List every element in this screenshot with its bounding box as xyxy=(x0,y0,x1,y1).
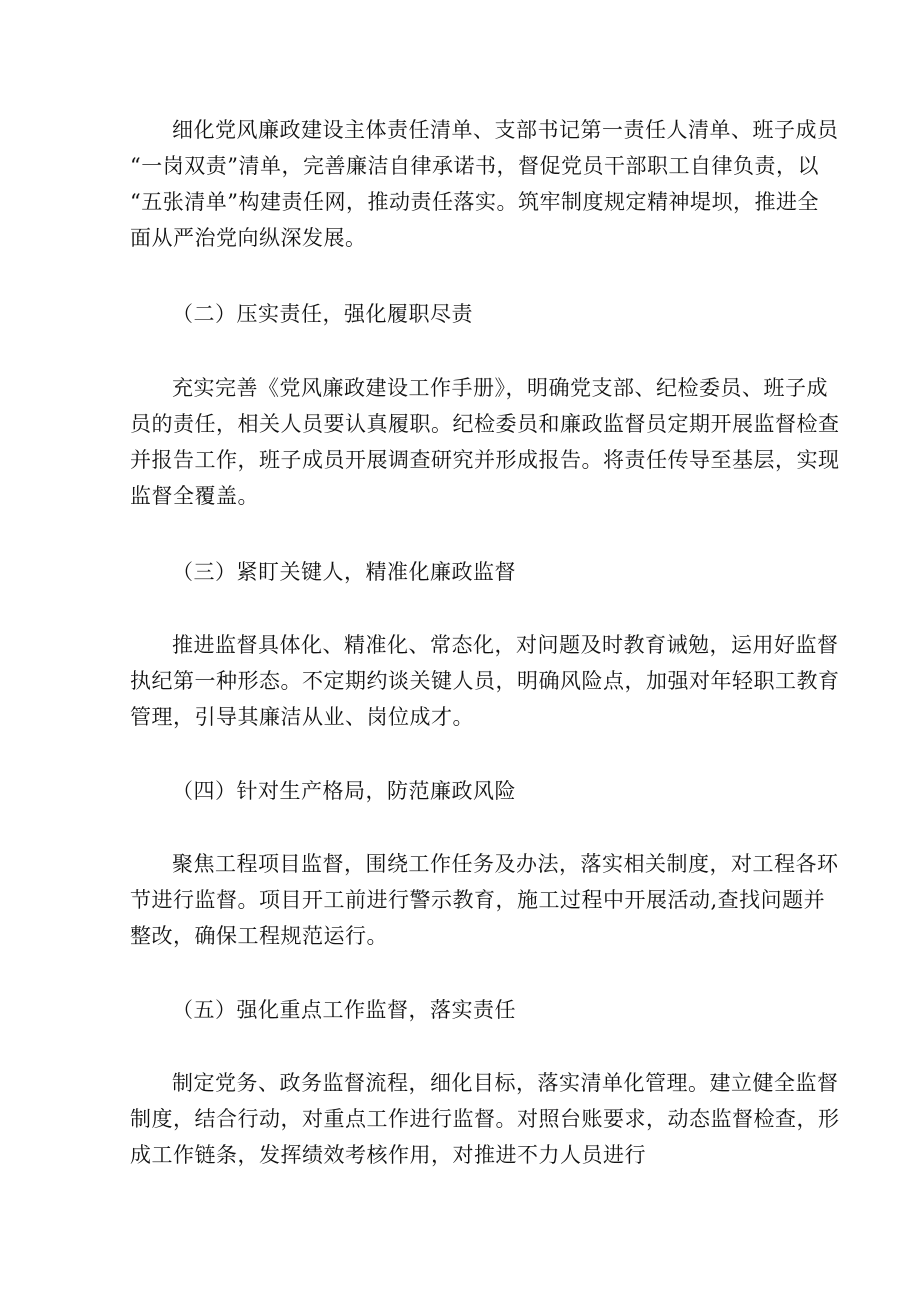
section-heading-5: （五）强化重点工作监督，落实责任 xyxy=(172,998,516,1022)
paragraph-line: 推进监督具体化、精准化、常态化，对问题及时教育诫勉，运用好监督 xyxy=(172,633,839,657)
paragraph-line: 员的责任，相关人员要认真履职。纪检委员和廉政监督员定期开展监督检查 xyxy=(130,412,840,436)
paragraph-line: “一岗双责”清单，完善廉洁自律承诺书，督促党员干部职工自律负责，以 xyxy=(130,154,819,178)
section-heading-3: （三）紧盯关键人，精准化廉政监督 xyxy=(172,560,516,584)
paragraph-line: 节进行监督。项目开工前进行警示教育，施工过程中开展活动,查找问题并 xyxy=(130,888,826,912)
paragraph-line: 聚焦工程项目监督，围绕工作任务及办法，落实相关制度，对工程各环 xyxy=(172,852,839,876)
paragraph-line: 成工作链条，发挥绩效考核作用，对推进不力人员进行 xyxy=(130,1143,646,1167)
paragraph-line: 细化党风廉政建设主体责任清单、支部书记第一责任人清单、班子成员 xyxy=(172,118,839,142)
paragraph-line: 充实完善《党风廉政建设工作手册》，明确党支部、纪检委员、班子成 xyxy=(172,376,828,400)
section-heading-2: （二）压实责任，强化履职尽责 xyxy=(172,302,473,326)
paragraph-line: 制定党务、政务监督流程，细化目标，落实清单化管理。建立健全监督 xyxy=(172,1071,839,1095)
paragraph-line: 并报告工作，班子成员开展调查研究并形成报告。将责任传导至基层，实现 xyxy=(130,448,840,472)
paragraph-key-work-supervision xyxy=(130,1065,840,1173)
paragraph-line: “五张清单”构建责任网，推动责任落实。筑牢制度规定精神堤坝，推进全 xyxy=(130,190,819,214)
paragraph-duty-fulfillment xyxy=(130,370,840,514)
paragraph-line: 监督全覆盖。 xyxy=(130,484,259,508)
paragraph-line: 执纪第一种形态。不定期约谈关键人员，明确风险点，加强对年轻职工教育 xyxy=(130,669,840,693)
paragraph-key-personnel xyxy=(130,627,840,735)
section-heading-4: （四）针对生产格局，防范廉政风险 xyxy=(172,779,516,803)
paragraph-line: 制度，结合行动，对重点工作进行监督。对照台账要求，动态监督检查，形 xyxy=(130,1107,840,1131)
paragraph-project-supervision xyxy=(130,846,839,954)
paragraph-line: 面从严治党向纵深发展。 xyxy=(130,226,367,250)
paragraph-line: 整改，确保工程规范运行。 xyxy=(130,924,388,948)
paragraph-responsibility-lists xyxy=(130,112,839,256)
paragraph-line: 管理，引导其廉洁从业、岗位成才。 xyxy=(130,705,474,729)
